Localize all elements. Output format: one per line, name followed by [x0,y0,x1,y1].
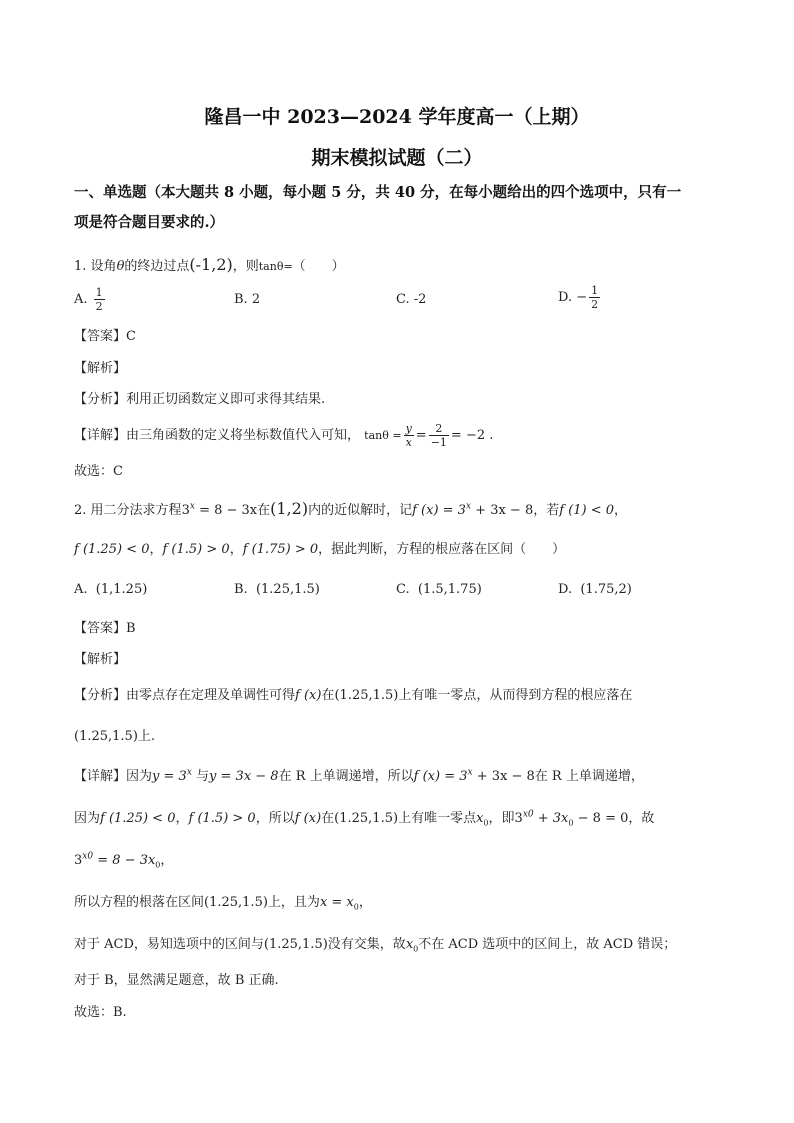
question-number: 2. [74,503,87,518]
q2-xiangjie-line4: 所以方程的根落在区间(1.25,1.5)上，且为$x = x_0$， [74,895,372,912]
q1-option-a[interactable]: A. $\frac{1}{2}$ [74,286,103,313]
q2-xiangjie-line2: 因为f (1.25) < 0，f (1.5) > 0，所以f (x)在(1.25,1.5)上有唯一零点$x_0$，即$3^{x0} + 3x_0 - 8 = 0$，故 [74,809,655,828]
q2-answer: 【答案】B [74,621,136,636]
question-2: 2. 用二分法求方程3$^x$ = 8 − 3x在(1,2)内的近似解时，记f $(x) = 3^x + 3x - 8$，若f (1) < 0， [74,499,628,518]
document-title: 隆昌一中 2023—2024 学年度高一（上期） [204,106,590,128]
q2-xiangjie-line3: $3^{x0} = 8 - 3x_0$， [74,851,174,870]
q1-text: 设角 [90,259,117,274]
fraction: $\frac{1}{2}$ [591,284,599,311]
q2-option-d[interactable]: D. (1.75,2) [558,582,632,597]
q2-xiangjie-line5: 对于 ACD，易知选项中的区间与(1.25,1.5)没有交集，故$x_0$不在 ACD 选项中的区间上，故 ACD 错误； [74,937,677,954]
q1-text: ，则 [232,259,259,274]
q1-choose: 故选：C [74,464,123,479]
q2-option-c[interactable]: C. (1.5,1.75) [396,582,482,597]
q1-paren: （ ） [292,259,345,274]
fraction: $\frac{1}{2}$ [95,286,103,313]
q1-analysis-tag: 【解析】 [74,361,127,376]
q2-xiangjie-line6: 对于 B，显然满足题意，故 B 正确. [74,973,279,988]
q2-xiangjie-line1: 【详解】因为$y = 3^x$ 与y = 3x − 8在 R 上单调递增，所以f $(x) = 3^x + 3x - 8$在 R 上单调递增， [74,767,644,784]
q1-xiangjie: 【详解】由三角函数的定义将坐标数值代入可知， tanθ = $\frac{y}{x}$ = $\frac{2}{-1}$ = −2 . [74,422,494,449]
q2-option-b[interactable]: B. (1.25,1.5) [234,582,320,597]
q1-text: 的终边过点 [124,259,190,274]
q2-option-a[interactable]: A. (1,1.25) [74,582,148,597]
fraction: $\frac{y}{x}$ [405,422,412,449]
question-1 [74,256,345,276]
q1-tan: tanθ= [258,260,293,273]
section-heading-line2: 项是符合题目要求的.） [74,214,225,231]
fraction: $\frac{2}{-1}$ [430,422,447,449]
question-number: 1. [74,259,87,274]
q2-choose: 故选：B. [74,1005,127,1020]
q1-answer: 【答案】C [74,329,136,344]
q1-option-d[interactable]: D. − $\frac{1}{2}$ [558,284,599,311]
q1-option-c[interactable]: C. -2 [396,292,427,307]
q2-analysis-tag: 【解析】 [74,652,127,667]
q2-fenxi-line2: (1.25,1.5)上. [74,729,156,744]
theta-symbol: θ [116,259,125,274]
q1-option-b[interactable]: B. 2 [234,292,261,307]
document-subtitle: 期末模拟试题（二） [311,147,483,169]
section-heading-line1: 一、单选题（本大题共 8 小题，每小题 5 分，共 40 分，在每小题给出的四个选项中，只有一 [74,184,682,201]
q2-line2: f (1.25) < 0，f (1.5) > 0，f (1.75) > 0，据此判断，方程的根应落在区间（ ） [74,542,566,557]
q1-fenxi: 【分析】利用正切函数定义即可求得其结果. [74,392,326,407]
q2-fenxi: 【分析】由零点存在定理及单调性可得f (x)在(1.25,1.5)上有唯一零点，从而得到方程的根应落在 [74,688,633,703]
q1-point: (-1,2) [189,255,233,274]
